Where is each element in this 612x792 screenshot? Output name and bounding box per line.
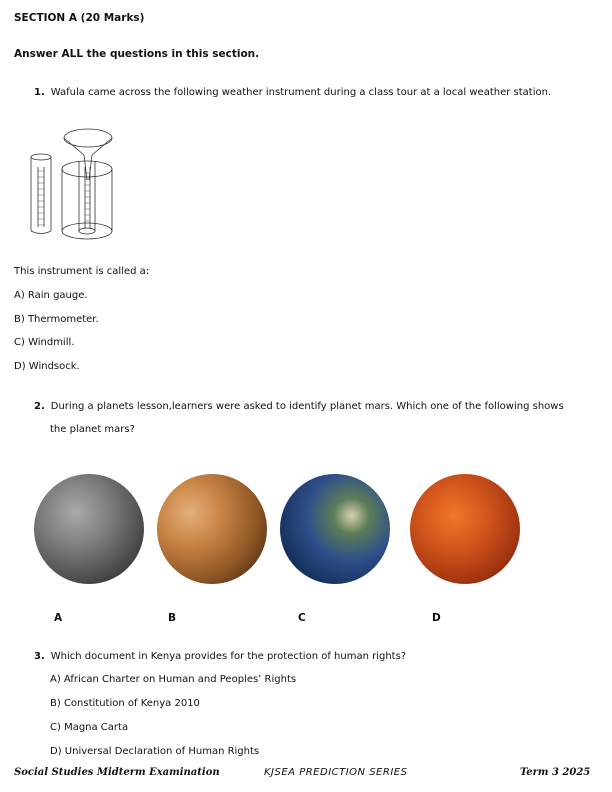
option-a[interactable]: A) African Charter on Human and Peoples’ Rights xyxy=(50,674,297,685)
question-2 xyxy=(34,396,564,418)
question-number: 2. xyxy=(34,401,45,412)
question-number: 1. xyxy=(34,87,45,98)
planet-b-image[interactable] xyxy=(157,474,267,584)
question-text-line-1: During a planets lesson,learners were asked to identify planet mars. Which one of the following shows xyxy=(50,401,564,412)
question-3 xyxy=(34,646,406,668)
rain-gauge-diagram xyxy=(25,125,120,240)
section-instruction: Answer ALL the questions in this section. xyxy=(14,48,260,60)
question-1 xyxy=(34,82,551,104)
planet-label-c: C xyxy=(298,612,306,624)
question-text: Which document in Kenya provides for the protection of human rights? xyxy=(50,651,407,662)
option-d[interactable]: D) Universal Declaration of Human Rights xyxy=(50,746,260,757)
footer-center: KJSEA PREDICTION SERIES xyxy=(264,767,408,778)
planet-d-image[interactable] xyxy=(410,474,520,584)
planet-label-a: A xyxy=(54,612,63,624)
planet-label-b: B xyxy=(168,612,177,624)
option-b[interactable]: B) Constitution of Kenya 2010 xyxy=(50,698,200,709)
planet-a-image[interactable] xyxy=(34,474,144,584)
question-number: 3. xyxy=(34,651,45,662)
option-c[interactable]: C) Windmill. xyxy=(14,337,75,348)
footer-right: Term 3 2025 xyxy=(520,767,591,778)
option-b[interactable]: B) Thermometer. xyxy=(14,314,99,325)
question-1-prompt: This instrument is called a: xyxy=(14,266,150,277)
section-title: SECTION A (20 Marks) xyxy=(14,12,145,24)
planet-c-image[interactable] xyxy=(280,474,390,584)
question-text-line-2: the planet mars? xyxy=(50,424,135,435)
question-text: Wafula came across the following weather instrument during a class tour at a local weather station. xyxy=(50,87,552,98)
footer-left: Social Studies Midterm Examination xyxy=(14,767,220,778)
planet-label-d: D xyxy=(432,612,441,624)
option-c[interactable]: C) Magna Carta xyxy=(50,722,129,733)
option-d[interactable]: D) Windsock. xyxy=(14,361,80,372)
option-a[interactable]: A) Rain gauge. xyxy=(14,290,88,301)
